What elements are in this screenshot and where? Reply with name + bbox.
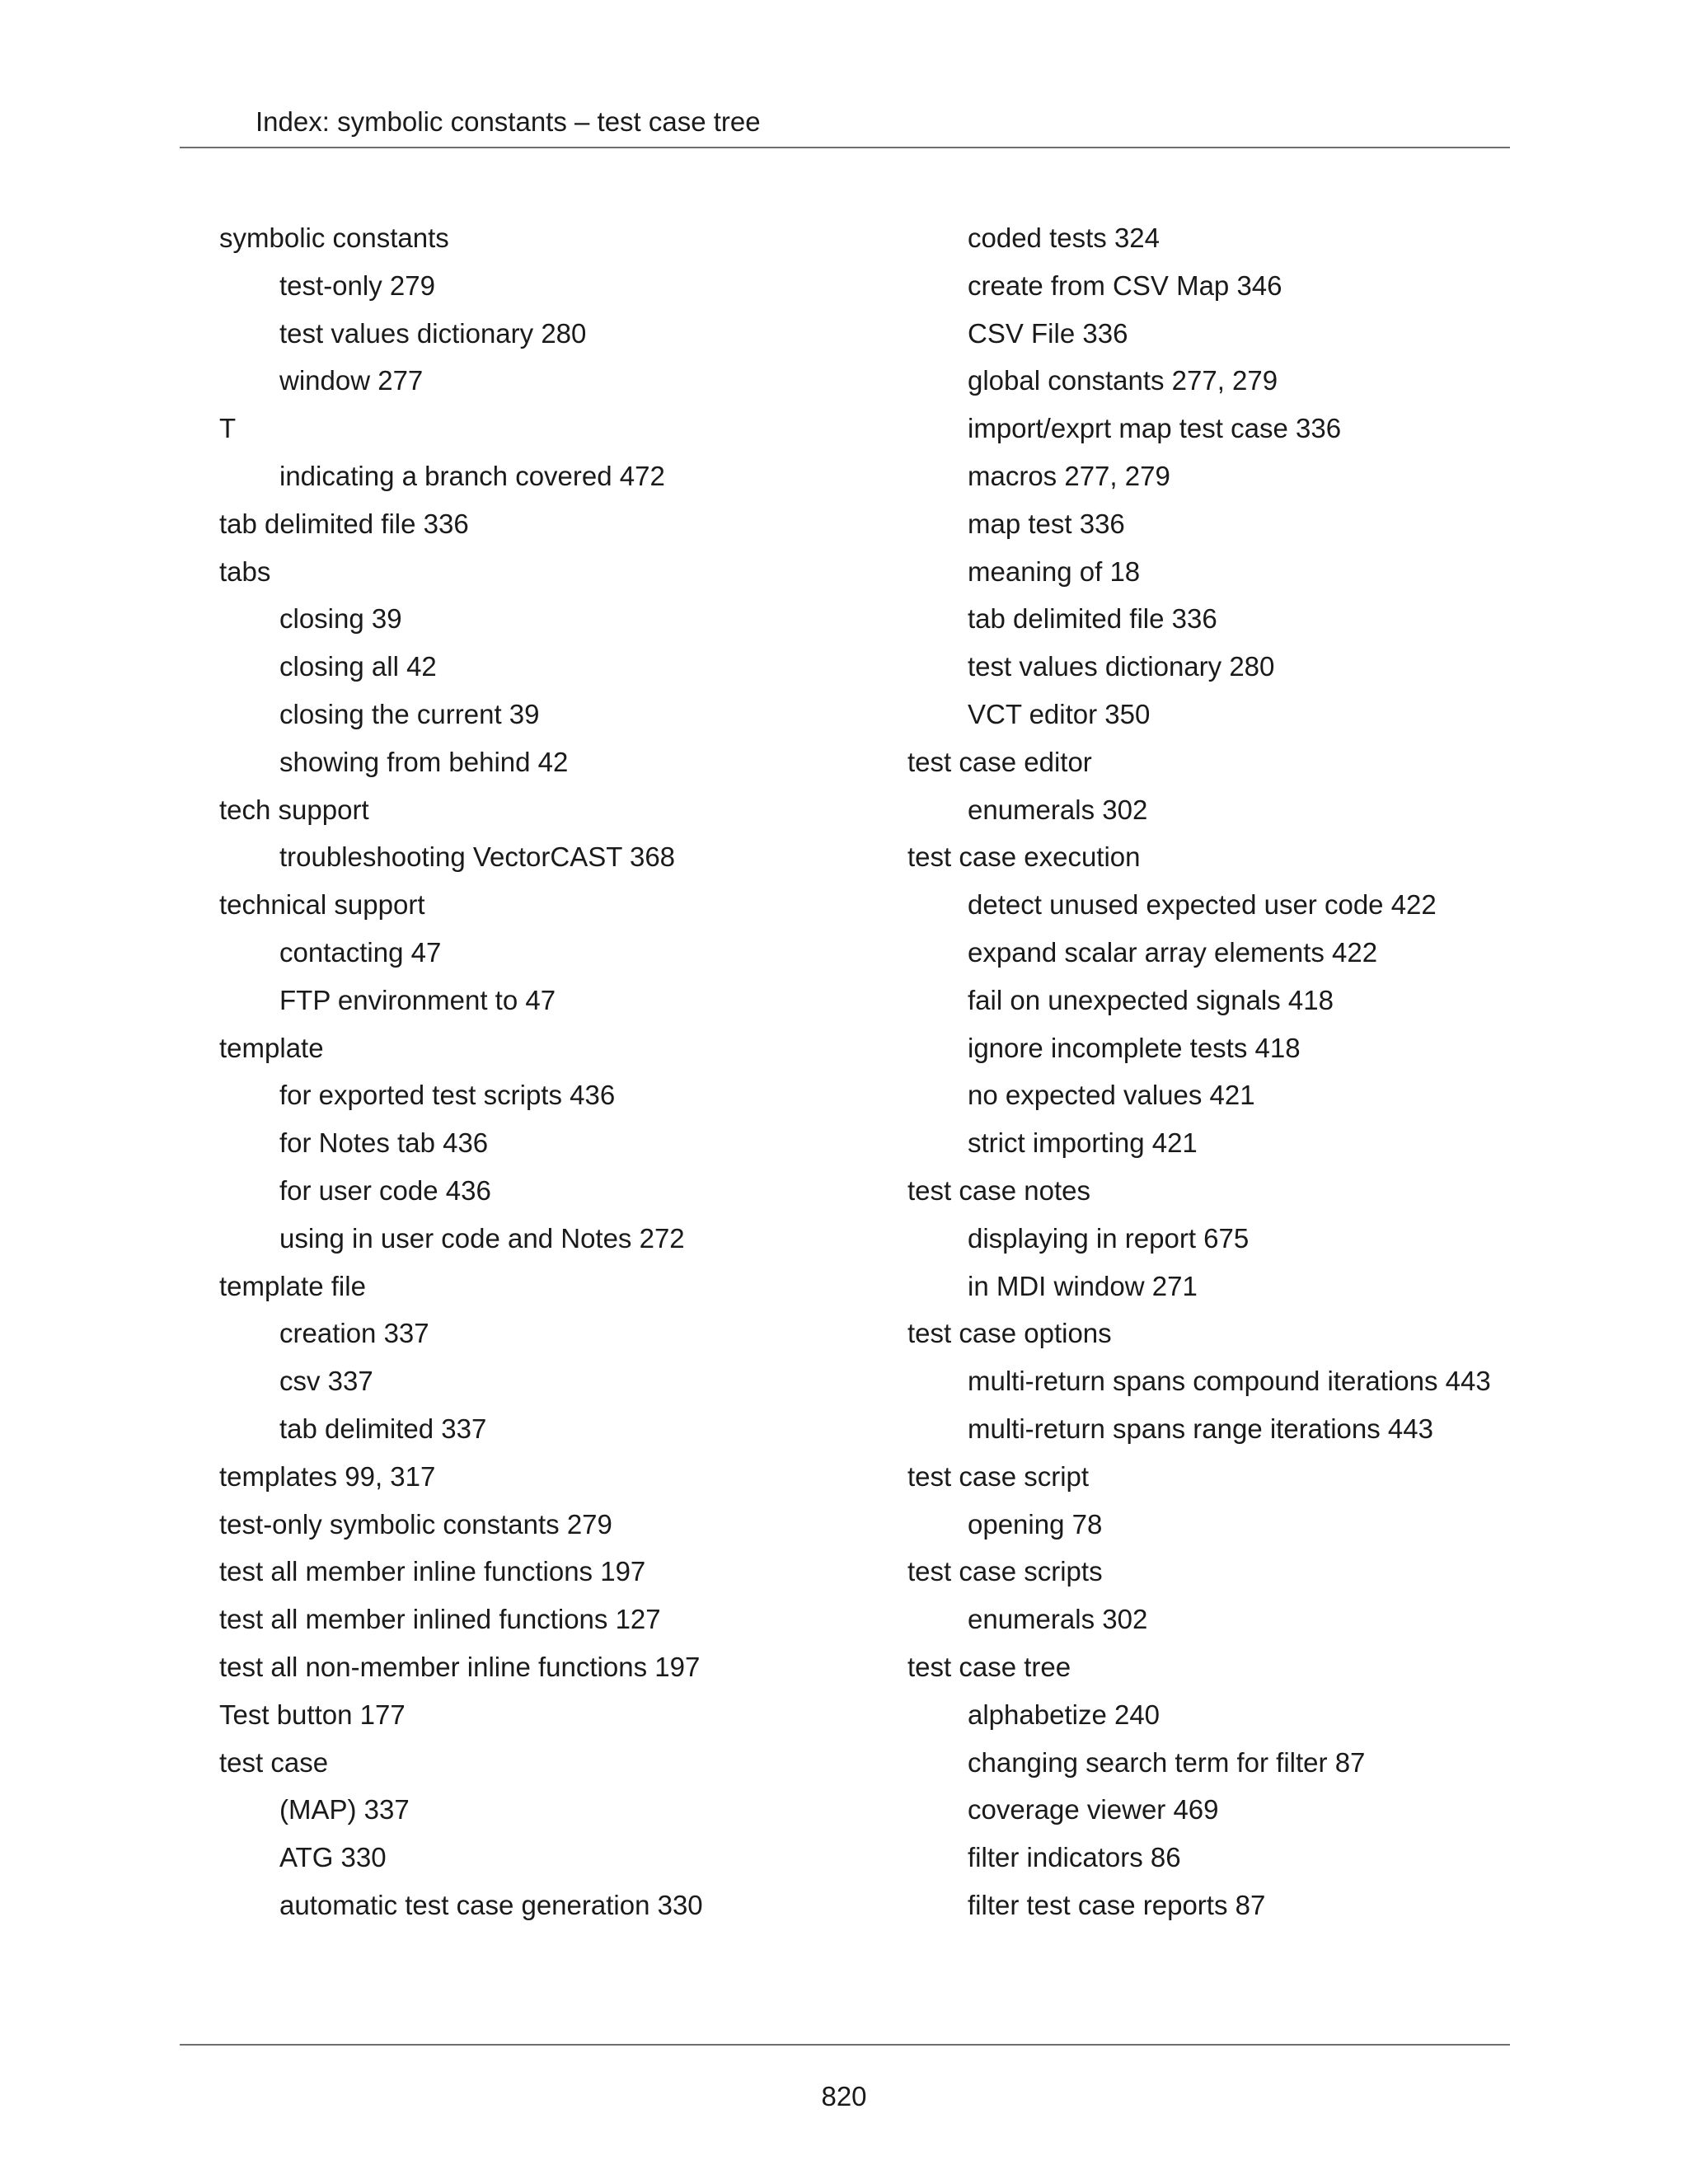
- index-subentry: automatic test case generation 330: [279, 1889, 703, 1920]
- index-entry: symbolic constants: [219, 223, 449, 253]
- index-subentry: troubleshooting VectorCAST 368: [279, 841, 676, 873]
- index-subentry: opening 78: [968, 1508, 1103, 1540]
- index-column-left: [219, 220, 879, 1935]
- index-entry: test case tree: [907, 1651, 1071, 1682]
- index-subentry: multi-return spans range iterations 443: [968, 1413, 1433, 1444]
- index-subentry: filter indicators 86: [968, 1842, 1181, 1873]
- index-entry: template file: [219, 1270, 366, 1301]
- index-subentry: for Notes tab 436: [279, 1127, 489, 1159]
- index-subentry: test values dictionary 280: [968, 651, 1275, 682]
- index-subentry: VCT editor 350: [968, 698, 1151, 729]
- index-subentry: strict importing 421: [968, 1127, 1198, 1159]
- index-subentry: ATG 330: [279, 1842, 387, 1873]
- index-subentry: multi-return spans compound iterations 443: [968, 1366, 1491, 1397]
- index-entry: tab delimited file 336: [219, 508, 469, 539]
- index-subentry: contacting 47: [279, 936, 442, 968]
- index-subentry: global constants 277, 279: [968, 365, 1278, 396]
- index-entry: test-only symbolic constants 279: [219, 1508, 612, 1540]
- index-subentry: using in user code and Notes 272: [279, 1222, 685, 1254]
- footer-rule: [180, 2044, 1510, 2046]
- index-subentry: closing 39: [279, 603, 402, 635]
- index-subentry: coded tests 324: [968, 223, 1160, 253]
- index-entry: templates 99, 317: [219, 1460, 436, 1492]
- index-subentry: enumerals 302: [968, 794, 1148, 825]
- index-entry: tabs: [219, 555, 271, 587]
- index-subentry: tab delimited 337: [279, 1413, 487, 1444]
- index-subentry: closing all 42: [279, 651, 437, 682]
- index-subentry: alphabetize 240: [968, 1699, 1160, 1730]
- index-column-right: [907, 220, 1534, 1935]
- index-subentry: in MDI window 271: [968, 1270, 1198, 1301]
- index-subentry: ignore incomplete tests 418: [968, 1032, 1301, 1063]
- index-entry: test case scripts: [907, 1556, 1103, 1587]
- index-entry: tech support: [219, 794, 369, 825]
- index-entry: test case notes: [907, 1174, 1090, 1206]
- index-subentry: create from CSV Map 346: [968, 269, 1282, 301]
- index-subentry: window 277: [279, 365, 424, 396]
- index-subentry: indicating a branch covered 472: [279, 460, 665, 491]
- index-subentry: creation 337: [279, 1318, 429, 1349]
- index-entry: test case editor: [907, 746, 1092, 777]
- index-subentry: test values dictionary 280: [279, 317, 587, 349]
- index-entry: test case script: [907, 1460, 1090, 1492]
- index-subentry: test-only 279: [279, 269, 435, 301]
- index-subentry: csv 337: [279, 1366, 373, 1397]
- index-entry: test case options: [907, 1318, 1112, 1349]
- running-header: Index: symbolic constants – test case tree: [256, 106, 761, 137]
- index-subentry: filter test case reports 87: [968, 1889, 1266, 1920]
- index-subentry: tab delimited file 336: [968, 603, 1217, 635]
- index-subentry: changing search term for filter 87: [968, 1746, 1366, 1778]
- index-subentry: for user code 436: [279, 1174, 491, 1206]
- index-subentry: FTP environment to 47: [279, 984, 556, 1015]
- index-subentry: coverage viewer 469: [968, 1794, 1219, 1825]
- index-subentry: (MAP) 337: [279, 1794, 410, 1825]
- index-subentry: detect unused expected user code 422: [968, 889, 1437, 921]
- index-subentry: expand scalar array elements 422: [968, 936, 1378, 968]
- index-entry: technical support: [219, 889, 425, 921]
- index-subentry: fail on unexpected signals 418: [968, 984, 1334, 1015]
- index-subentry: closing the current 39: [279, 698, 540, 729]
- index-entry: test case: [219, 1746, 329, 1778]
- index-entry: Test button 177: [219, 1699, 406, 1730]
- index-subentry: enumerals 302: [968, 1604, 1148, 1635]
- index-entry: template: [219, 1032, 324, 1063]
- index-subentry: for exported test scripts 436: [279, 1080, 616, 1111]
- page-number: 820: [821, 2081, 867, 2111]
- index-entry: test all member inline functions 197: [219, 1556, 646, 1587]
- index-subentry: CSV File 336: [968, 317, 1128, 349]
- index-subentry: map test 336: [968, 508, 1125, 539]
- index-subentry: showing from behind 42: [279, 746, 569, 777]
- index-subentry: import/exprt map test case 336: [968, 413, 1342, 444]
- index-entry: test case execution: [907, 841, 1141, 873]
- index-subentry: meaning of 18: [968, 555, 1141, 587]
- index-subentry: no expected values 421: [968, 1080, 1255, 1111]
- index-entry: T: [219, 413, 237, 444]
- index-subentry: displaying in report 675: [968, 1222, 1250, 1254]
- index-subentry: macros 277, 279: [968, 460, 1170, 491]
- index-entry: test all member inlined functions 127: [219, 1604, 661, 1635]
- header-rule: [180, 147, 1510, 148]
- index-entry: test all non-member inline functions 197: [219, 1651, 701, 1682]
